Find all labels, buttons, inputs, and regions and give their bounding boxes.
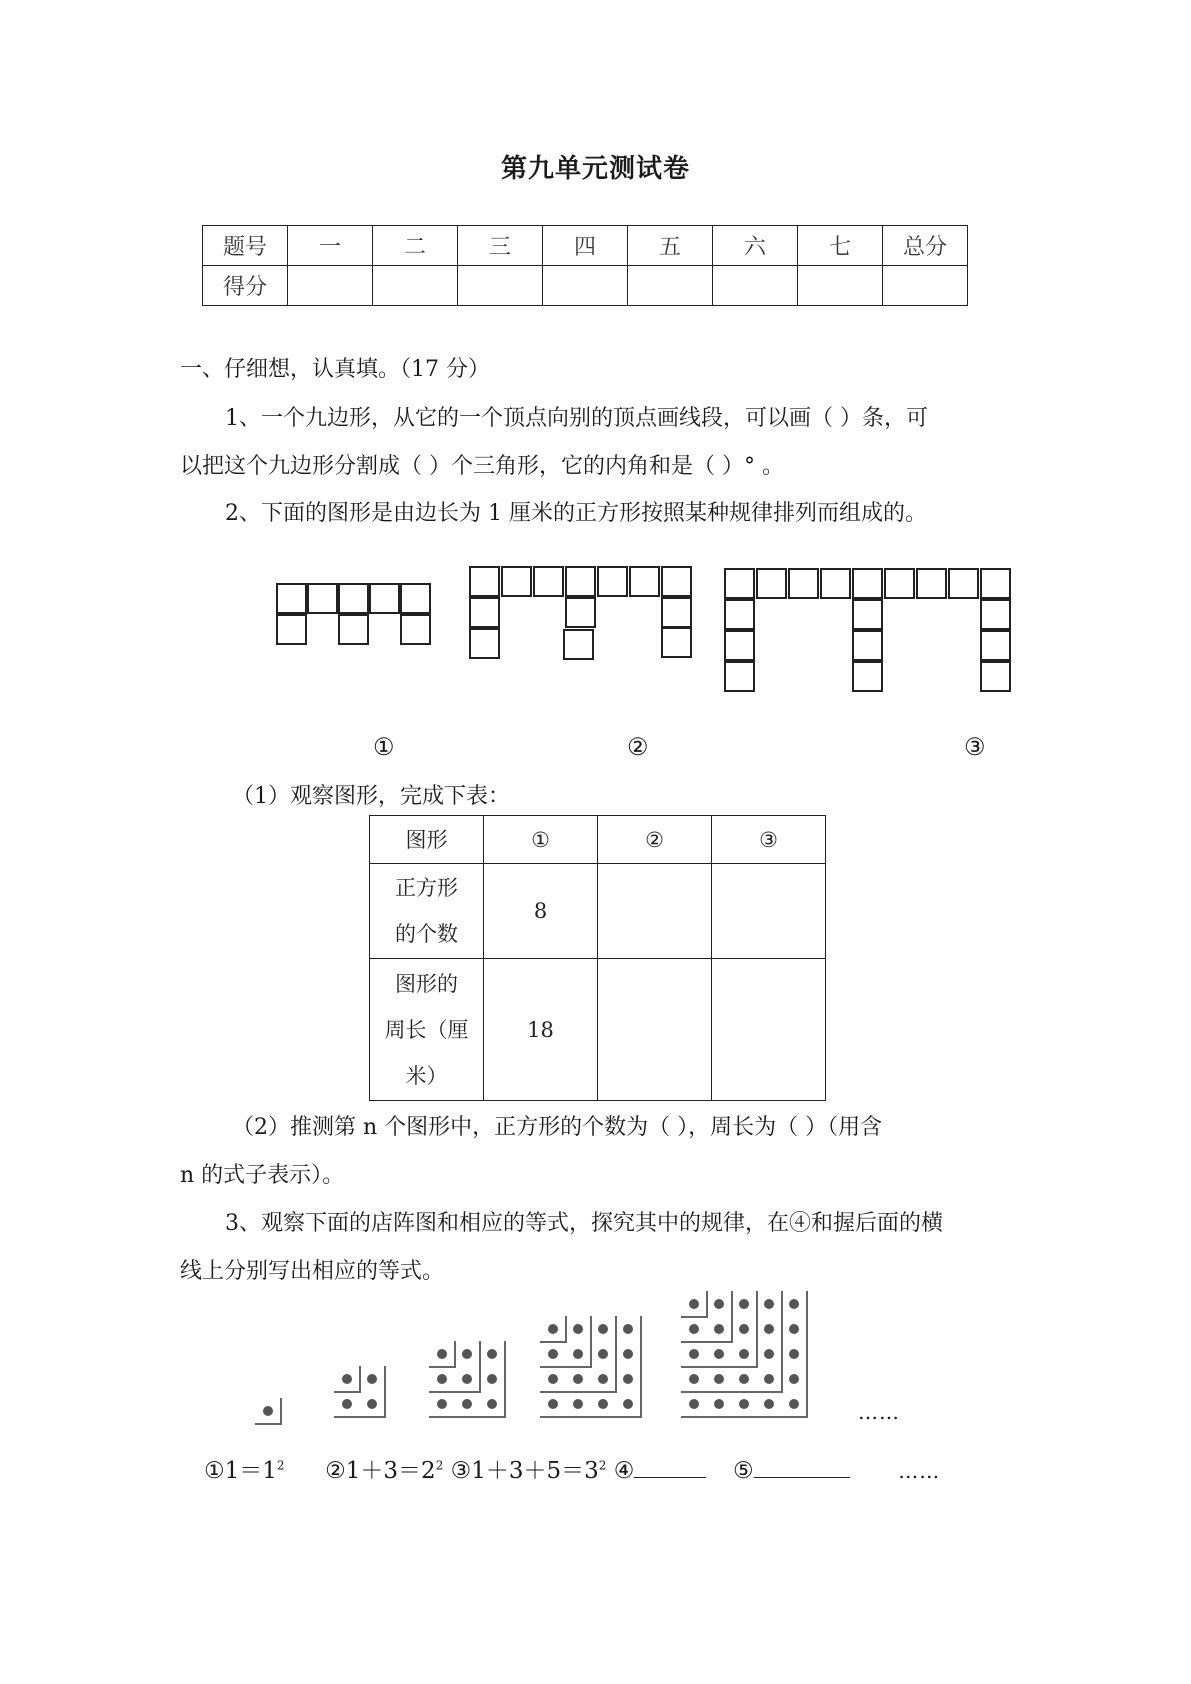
l-divider-vertical: [280, 1398, 282, 1425]
observation-table: [369, 815, 826, 1101]
score-col-6: 六: [713, 226, 798, 266]
dot: [689, 1349, 699, 1359]
dot: [548, 1374, 558, 1384]
dot: [462, 1349, 472, 1359]
dot-array-figure-2: [334, 1366, 390, 1422]
dot: [789, 1374, 799, 1384]
dot: [598, 1349, 608, 1359]
dot: [789, 1349, 799, 1359]
obs-row-perimeter-label-c: 米）: [405, 1063, 448, 1088]
l-divider-horizontal: [334, 1416, 386, 1418]
score-cell[interactable]: [373, 266, 458, 306]
score-col-5: 五: [628, 226, 713, 266]
dot: [598, 1399, 608, 1409]
dot: [714, 1399, 724, 1409]
dot: [764, 1399, 774, 1409]
l-divider-horizontal: [540, 1416, 642, 1418]
score-table: [202, 225, 968, 306]
dot: [764, 1324, 774, 1334]
l-divider-horizontal: [255, 1423, 282, 1425]
dot: [573, 1349, 583, 1359]
obs-header-2: ②: [598, 816, 712, 864]
dot: [342, 1374, 352, 1384]
equation-3-exponent: 2: [598, 1458, 607, 1473]
l-divider-vertical: [756, 1291, 758, 1368]
score-row-label: 得分: [203, 266, 288, 306]
question-2-part-1: （1）观察图形，完成下表：: [232, 784, 510, 809]
dot-array-figure-4: [540, 1316, 646, 1422]
obs-row-count-label-b: 的个数: [395, 922, 458, 946]
dot-array-figure-5: [681, 1291, 812, 1422]
l-divider-horizontal: [540, 1366, 592, 1368]
dot-array-figure-3: [429, 1341, 510, 1422]
dot: [548, 1324, 558, 1334]
dot: [739, 1324, 749, 1334]
equation-5-label: ⑤: [733, 1458, 754, 1484]
dot: [764, 1299, 774, 1309]
l-divider-vertical: [781, 1291, 783, 1393]
square-figure-3: [724, 568, 1014, 698]
section-heading: 一、仔细想，认真填。（17 分）: [180, 357, 490, 382]
l-divider-horizontal: [334, 1391, 361, 1393]
obs-perimeter-3[interactable]: [712, 959, 826, 1101]
dot: [689, 1299, 699, 1309]
score-col-1: 一: [288, 226, 373, 266]
score-cell[interactable]: [288, 266, 373, 306]
l-divider-horizontal: [540, 1391, 617, 1393]
score-table-row-label: 题号: [203, 226, 288, 266]
obs-row-perimeter-label-a: 图形的: [395, 971, 458, 996]
score-cell[interactable]: [713, 266, 798, 306]
l-divider-vertical: [590, 1316, 592, 1368]
equation-2: ②1＋3＝2: [325, 1458, 436, 1484]
figure-label-3: ③: [964, 733, 986, 761]
dot: [263, 1406, 273, 1416]
dot: [487, 1349, 497, 1359]
obs-count-2[interactable]: [598, 864, 712, 959]
dot: [598, 1324, 608, 1334]
dot: [789, 1399, 799, 1409]
dot: [623, 1374, 633, 1384]
dot: [714, 1374, 724, 1384]
dot: [739, 1399, 749, 1409]
page-title: 第九单元测试卷: [500, 154, 690, 184]
obs-row-perimeter-label-b: 周长（厘: [384, 1017, 469, 1042]
question-2-part-2-line-1: （2）推测第 n 个图形中，正方形的个数为（ ），周长为（ ）（用含: [232, 1115, 883, 1140]
question-2-part-2-line-2: n 的式子表示）。: [180, 1163, 345, 1188]
figure-label-2: ②: [627, 733, 649, 761]
l-divider-horizontal: [681, 1316, 708, 1318]
equation-1-exponent: 2: [276, 1458, 285, 1473]
score-table-header-row: [203, 226, 968, 266]
square-figure-1: [276, 583, 436, 648]
score-cell[interactable]: [798, 266, 883, 306]
l-divider-vertical: [504, 1341, 506, 1418]
l-divider-horizontal: [681, 1341, 733, 1343]
l-divider-vertical: [706, 1291, 708, 1318]
obs-count-1: 8: [484, 864, 598, 959]
dot: [623, 1399, 633, 1409]
dot: [714, 1299, 724, 1309]
square-figure-2: [469, 566, 694, 666]
obs-perimeter-2[interactable]: [598, 959, 712, 1101]
dot: [689, 1399, 699, 1409]
l-divider-horizontal: [681, 1416, 808, 1418]
dot: [789, 1324, 799, 1334]
l-divider-vertical: [806, 1291, 808, 1418]
l-divider-vertical: [731, 1291, 733, 1343]
score-col-3: 三: [458, 226, 543, 266]
score-table-score-row: [203, 266, 968, 306]
l-divider-vertical: [640, 1316, 642, 1418]
equations-line: [204, 1452, 940, 1485]
question-3-line-2: 线上分别写出相应的等式。: [180, 1259, 445, 1284]
dot: [367, 1399, 377, 1409]
question-3-line-1: 3、观察下面的店阵图和相应的等式，探究其中的规律，在④和握后面的横: [225, 1211, 943, 1236]
score-col-7: 七: [798, 226, 883, 266]
question-1-line-2: 以把这个九边形分割成（ ）个三角形，它的内角和是（ ）° 。: [180, 454, 784, 479]
score-col-2: 二: [373, 226, 458, 266]
question-1-line-1: 1、一个九边形，从它的一个顶点向别的顶点画线段，可以画（ ）条，可: [225, 406, 928, 431]
dot: [487, 1399, 497, 1409]
l-divider-vertical: [565, 1316, 567, 1343]
equation-2-exponent: 2: [435, 1458, 444, 1473]
dot-figures-ellipsis: ……: [858, 1400, 900, 1424]
l-divider-horizontal: [681, 1391, 783, 1393]
dot: [714, 1324, 724, 1334]
score-cell[interactable]: [543, 266, 628, 306]
dot: [342, 1399, 352, 1409]
score-cell[interactable]: [883, 266, 968, 306]
dot: [573, 1324, 583, 1334]
score-cell[interactable]: [628, 266, 713, 306]
equation-4-blank[interactable]: [634, 1455, 706, 1478]
obs-header-3: ③: [712, 816, 826, 864]
figure-label-1: ①: [373, 733, 395, 761]
dot-array-figure-1: [255, 1398, 286, 1429]
obs-row-count-label-a: 正方形: [395, 876, 458, 900]
dot: [623, 1324, 633, 1334]
dot: [623, 1349, 633, 1359]
dot: [739, 1299, 749, 1309]
l-divider-horizontal: [429, 1391, 481, 1393]
dot: [487, 1374, 497, 1384]
l-divider-horizontal: [540, 1341, 567, 1343]
score-cell[interactable]: [458, 266, 543, 306]
dot: [462, 1374, 472, 1384]
dot: [764, 1349, 774, 1359]
dot: [548, 1399, 558, 1409]
l-divider-horizontal: [681, 1366, 758, 1368]
dot: [573, 1399, 583, 1409]
obs-count-3[interactable]: [712, 864, 826, 959]
obs-perimeter-1: 18: [484, 959, 598, 1101]
l-divider-vertical: [384, 1366, 386, 1418]
dot: [689, 1374, 699, 1384]
score-col-total: 总分: [883, 226, 968, 266]
dot: [462, 1399, 472, 1409]
dot: [437, 1374, 447, 1384]
dot: [789, 1299, 799, 1309]
dot: [548, 1349, 558, 1359]
l-divider-vertical: [454, 1341, 456, 1368]
dot: [367, 1374, 377, 1384]
dot: [573, 1374, 583, 1384]
l-divider-horizontal: [429, 1416, 506, 1418]
obs-header-figure: 图形: [370, 816, 484, 864]
dot: [689, 1324, 699, 1334]
score-col-4: 四: [543, 226, 628, 266]
equations-ellipsis: ……: [898, 1459, 941, 1483]
dot: [764, 1374, 774, 1384]
obs-header-1: ①: [484, 816, 598, 864]
equation-4-label: ④: [613, 1458, 635, 1484]
observation-row-count: [370, 864, 826, 959]
dot: [598, 1374, 608, 1384]
l-divider-vertical: [615, 1316, 617, 1393]
dot: [437, 1399, 447, 1409]
question-2-intro: 2、下面的图形是由边长为 1 厘米的正方形按照某种规律排列而组成的。: [225, 501, 927, 526]
dot: [437, 1349, 447, 1359]
equation-1: ①1＝1: [204, 1458, 277, 1484]
obs-row-count-label: [370, 864, 484, 959]
equation-3: ③1＋3＋5＝3: [450, 1458, 599, 1484]
l-divider-vertical: [479, 1341, 481, 1393]
dot: [739, 1374, 749, 1384]
equation-5-blank[interactable]: [754, 1455, 850, 1478]
observation-header-row: [370, 816, 826, 864]
dot: [714, 1349, 724, 1359]
l-divider-horizontal: [429, 1366, 456, 1368]
obs-row-perimeter-label: [370, 959, 484, 1101]
dot: [739, 1349, 749, 1359]
observation-row-perimeter: [370, 959, 826, 1101]
l-divider-vertical: [359, 1366, 361, 1393]
